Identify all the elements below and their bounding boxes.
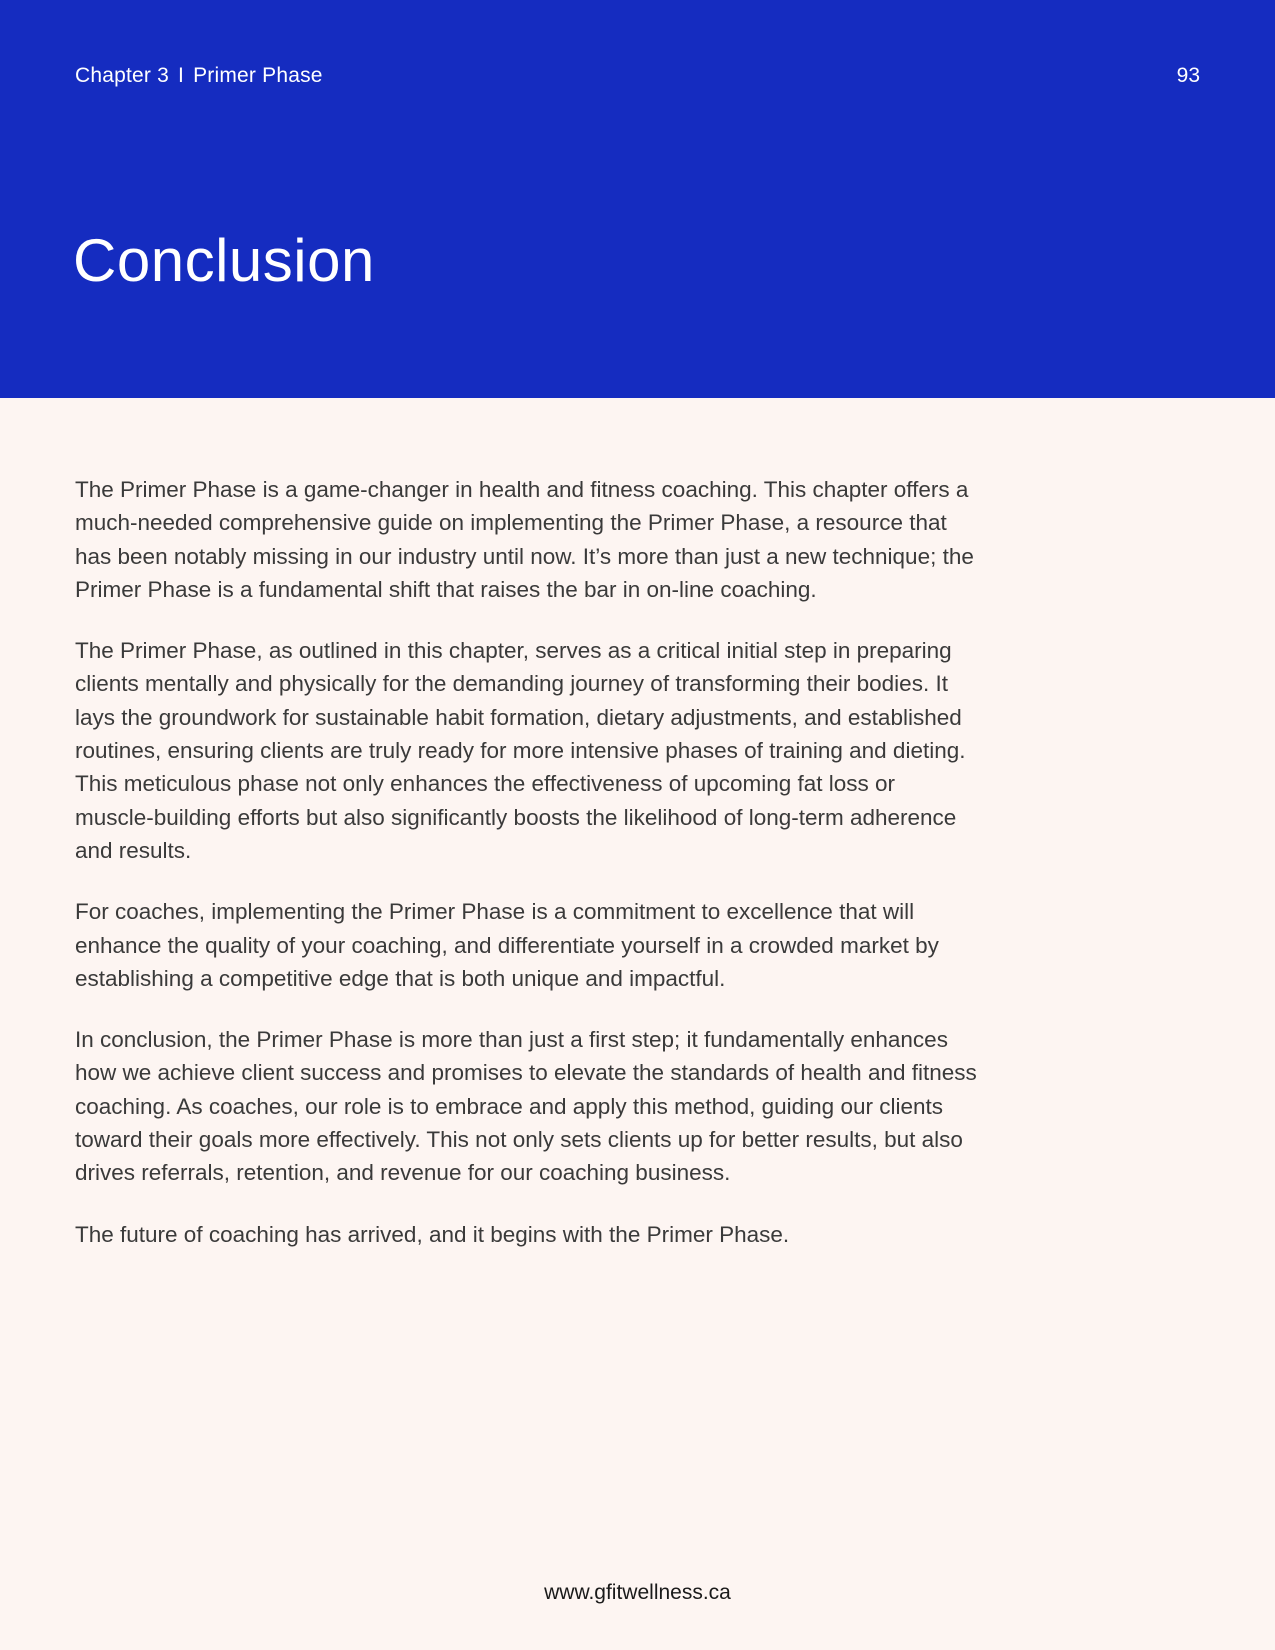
paragraph-closing: The future of coaching has arrived, and it begins with the Primer Phase. xyxy=(75,1221,790,1247)
body-text xyxy=(75,473,980,1279)
paragraph-coaches: For coaches, implementing the Primer Phase is a commitment to excellence that will enhance the quality of your coaching, and differentiate yourself in a crowded market by establishing a competitive edge that is both unique and impactful. xyxy=(75,899,939,991)
page-title: Conclusion xyxy=(73,227,375,294)
chapter-number: Chapter 3 xyxy=(75,64,170,87)
paragraph-intro: The Primer Phase is a game-changer in health and fitness coaching. This chapter offers a much-needed comprehensive guide on implementing the Primer Phase, a resource that has been notably missing in our industry until now. It’s more than just a new technique; the Primer Phase is a fundamental shift that raises the bar in on-line coaching. xyxy=(75,477,974,602)
page-number: 93 xyxy=(1176,64,1200,87)
section-name: Primer Phase xyxy=(193,64,323,87)
breadcrumb-separator: I xyxy=(178,64,185,87)
header-band xyxy=(0,0,1275,398)
paragraph-conclusion: In conclusion, the Primer Phase is more than just a first step; it fundamentally enhances how we achieve client success and promises to elevate the standards of health and fitness coaching. As coaches, our role is to embrace and apply this method, guiding our clients toward their goals more effectively. This not only sets clients up for better results, but also drives referrals, retention, and revenue for our coaching business. xyxy=(75,1027,977,1186)
footer-website-link[interactable]: www.gfitwellness.ca xyxy=(544,1581,731,1604)
chapter-breadcrumb xyxy=(75,62,323,90)
paragraph-purpose: The Primer Phase, as outlined in this chapter, serves as a critical initial step in preparing clients mentally and physically for the demanding journey of transforming their bodies. It lays the groundwork for sustainable habit formation, dietary adjustments, and established routines, ensuring clients are truly ready for more intensive phases of training and dieting. This meticulous phase not only enhances the effectiveness of upcoming fat loss or muscle-building efforts but also significantly boosts the likelihood of long-term adherence and results. xyxy=(75,638,966,863)
